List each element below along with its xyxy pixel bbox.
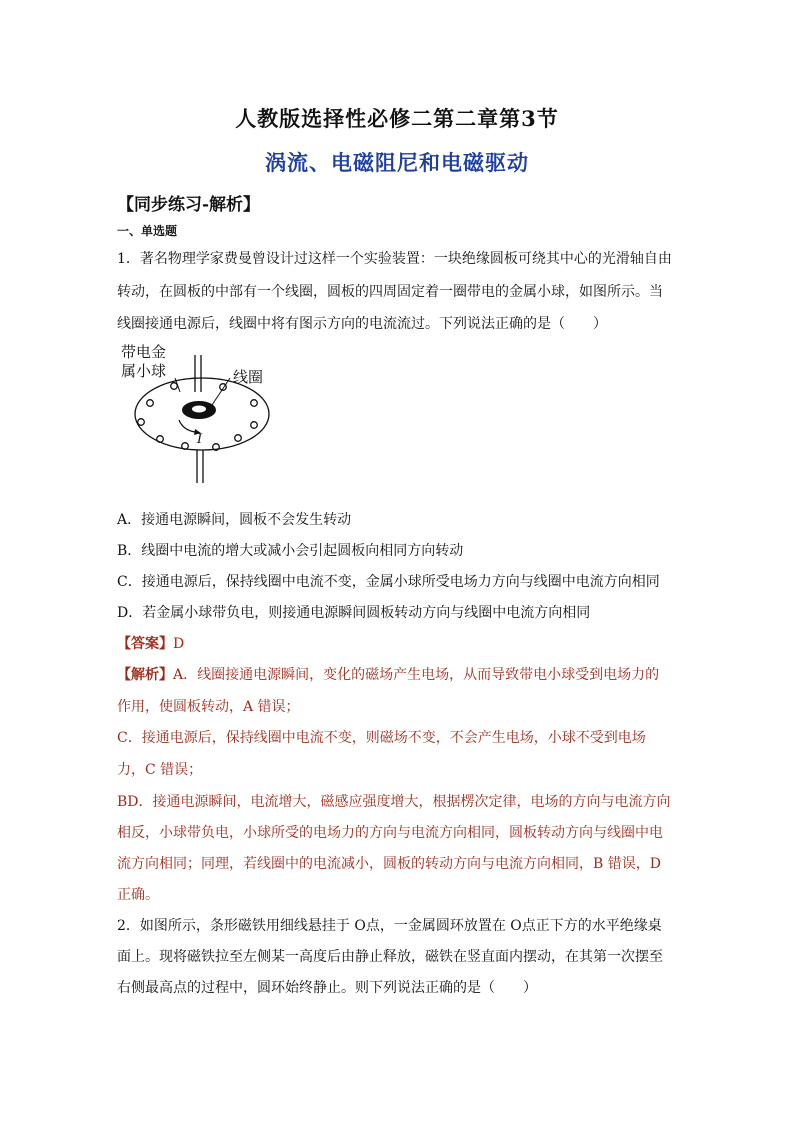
q1-analysis-line-6: 相反，小球带负电，小球所受的电场力的方向与电流方向相同，圆板转动方向与线圈中电 — [117, 825, 663, 841]
label-current: I — [197, 432, 203, 447]
q1-figure-disk-coil — [117, 340, 287, 490]
q1-option-b: B．线圈中电流的增大或减小会引起圆板向相同方向转动 — [117, 543, 464, 559]
coil-center — [192, 406, 206, 413]
q1-analysis-line-2: 作用，使圆板转动，A 错误； — [117, 699, 300, 715]
q1-analysis-line-7: 流方向相同；同理，若线圈中的电流减小，圆板的转动方向与电流方向相同，B 错误，D — [117, 856, 661, 872]
analysis-text-1: A．线圈接通电源瞬间，变化的磁场产生电场，从而导致带电小球受到电场力的 — [173, 667, 660, 683]
page-subtitle: 涡流、电磁阻尼和电磁驱动 — [265, 150, 529, 175]
label-charged-ball-1: 带电金 — [121, 343, 167, 361]
current-direction-arrow — [179, 420, 195, 432]
q1-analysis-line-8: 正确。 — [117, 887, 159, 903]
coil-label-leader — [212, 378, 230, 405]
q2-stem-line-2: 面上。现将磁铁拉至左侧某一高度后由静止释放，磁铁在竖直面内摆动，在其第一次摆至 — [117, 949, 663, 965]
section-heading: 【同步练习-解析】 — [117, 195, 261, 215]
q1-answer — [117, 633, 184, 653]
q1-stem-line-1: 1．著名物理学家费曼曾设计过这样一个实验装置：一块绝缘圆板可绕其中心的光滑轴自由 — [117, 251, 672, 267]
analysis-tag: 【解析】 — [117, 667, 173, 683]
q1-option-c: C．接通电源后，保持线圈中电流不变，金属小球所受电场力方向与线圈中电流方向相同 — [117, 574, 660, 590]
page-title: 人教版选择性必修二第二章第3节 — [235, 106, 559, 131]
q1-option-a: A．接通电源瞬间，圆板不会发生转动 — [117, 512, 352, 528]
q1-analysis-line-5: BD．接通电源瞬间，电流增大，磁感应强度增大，根据楞次定律，电场的方向与电流方向 — [117, 794, 671, 810]
answer-tag: 【答案】 — [117, 636, 173, 652]
q1-analysis-line-4: 力，C 错误； — [117, 762, 203, 778]
label-charged-ball-2: 属小球 — [121, 362, 167, 380]
question-type-heading: 一、单选题 — [117, 224, 178, 238]
q1-analysis-line-1 — [117, 664, 659, 684]
q2-stem-line-1: 2．如图所示，条形磁铁用细线悬挂于 O点，一金属圆环放置在 O点正下方的水平绝缘桌 — [117, 918, 662, 934]
q2-stem-line-3: 右侧最高点的过程中，圆环始终静止。则下列说法正确的是（ ） — [117, 980, 537, 996]
q1-stem-line-3: 线圈接通电源后，线圈中将有图示方向的电流流过。下列说法正确的是（ ） — [117, 316, 607, 332]
label-coil: 线圈 — [233, 368, 264, 386]
answer-value: D — [173, 636, 185, 652]
q1-stem-line-2: 转动，在圆板的中部有一个线圈，圆板的四周固定着一圈带电的金属小球，如图所示。当 — [117, 284, 663, 300]
q1-analysis-line-3: C．接通电源后，保持线圈中电流不变，则磁场不变，不会产生电场，小球不受到电场 — [117, 730, 646, 746]
q1-option-d: D．若金属小球带负电，则接通电源瞬间圆板转动方向与线圈中电流方向相同 — [117, 605, 591, 621]
